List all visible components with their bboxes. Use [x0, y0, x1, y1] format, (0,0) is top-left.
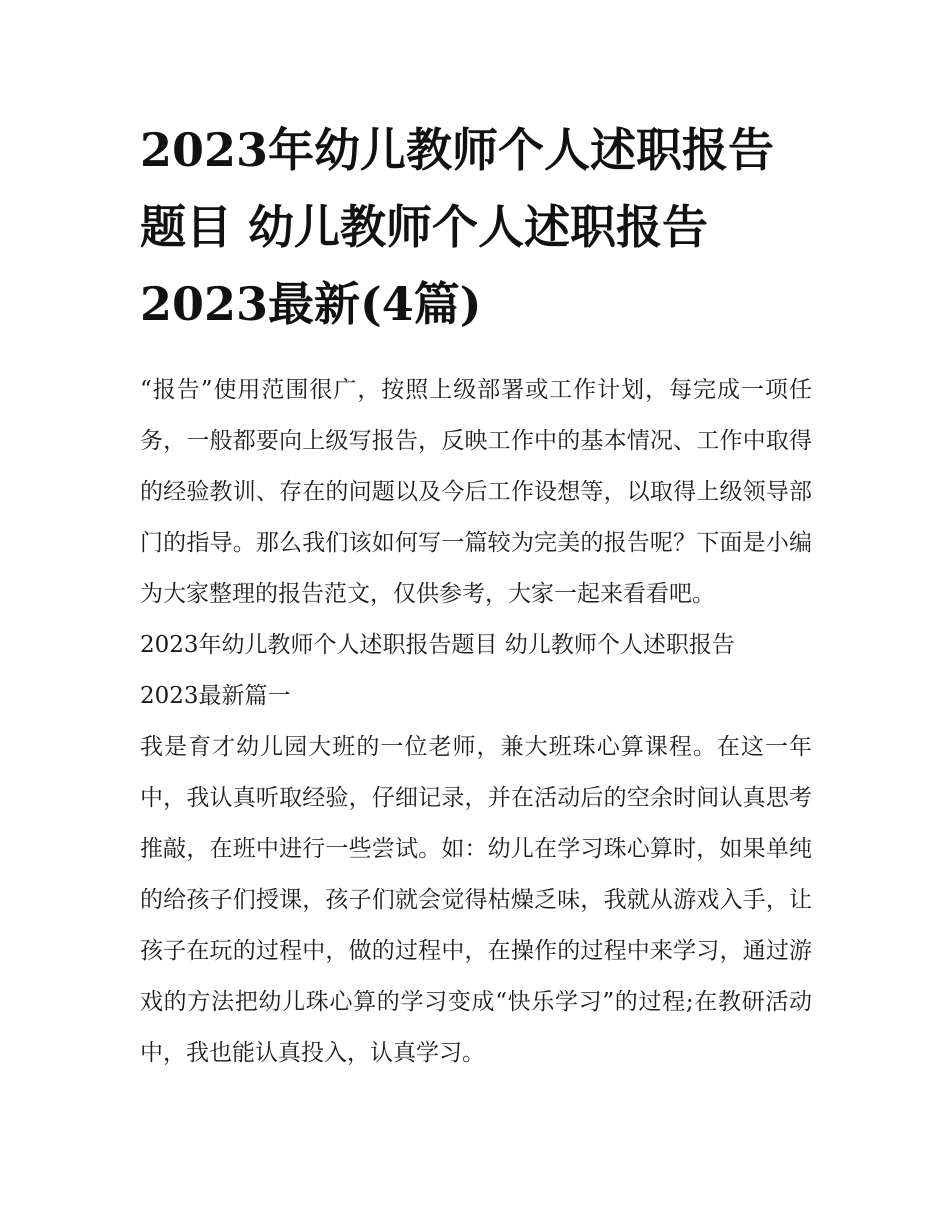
section-heading-line2: 2023最新篇一: [140, 683, 291, 709]
intro-paragraph: “报告”使用范围很广，按照上级部署或工作计划，每完成一项任务，一般都要向上级写报告，反映工作中的基本情况、工作中取得的经验教训、存在的问题以及今后工作设想等，以取得上级领导部门的指导。那么我们该如何写一篇较为完美的报告呢？下面是小编为大家整理的报告范文，仅供参考，大家一起来看看吧。: [140, 377, 812, 607]
section-heading-line1: 2023年幼儿教师个人述职报告题目 幼儿教师个人述职报告: [140, 632, 735, 658]
body-paragraph: 我是育才幼儿园大班的一位老师，兼大班珠心算课程。在这一年中，我认真听取经验，仔细记录，并在活动后的空余时间认真思考推敲，在班中进行一些尝试。如：幼儿在学习珠心算时，如果单纯的给孩子们授课，孩子们就会觉得枯燥乏味，我就从游戏入手，让孩子在玩的过程中，做的过程中，在操作的过程中来学习，通过游戏的方法把幼儿珠心算的学习变成“快乐学习”的过程;在教研活动中，我也能认真投入，认真学习。: [140, 734, 812, 1066]
document-title: 2023年幼儿教师个人述职报告题目 幼儿教师个人述职报告2023最新(4篇): [140, 123, 775, 331]
document-content: [140, 112, 812, 1079]
